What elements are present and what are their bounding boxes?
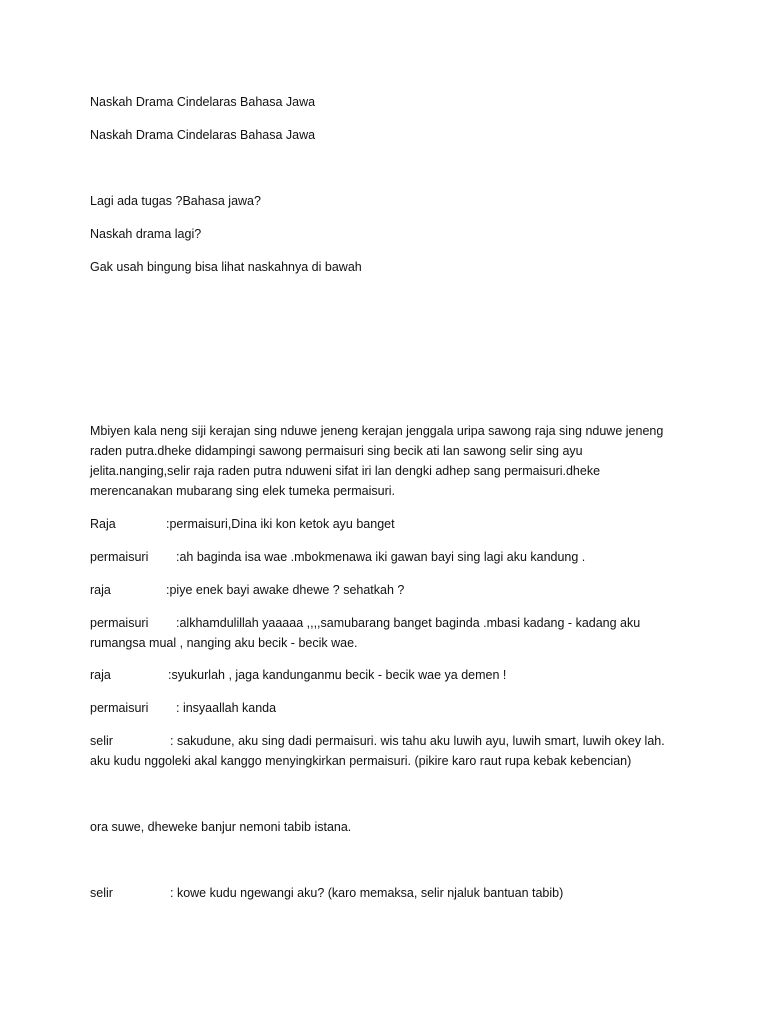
dialogue-line [90, 547, 700, 567]
paragraph-line: raden putra.dheke didampingi sawong permaisuri sing becik ati lan sawong selir sing ayu [90, 444, 583, 458]
speaker-name: raja [90, 583, 111, 597]
dialogue-line [90, 731, 700, 771]
paragraph-line: merencanakan mubarang sing elek tumeka permaisuri. [90, 484, 396, 498]
paragraph-line: Mbiyen kala neng siji kerajan sing nduwe jeneng kerajan jenggala uripa sawong raja sing nduwe jeneng [90, 424, 664, 438]
speech-text: :permaisuri,Dina iki kon ketok ayu banget [166, 517, 395, 531]
document-title: Naskah Drama Cindelaras Bahasa Jawa [90, 95, 316, 109]
dialogue-line [90, 883, 700, 903]
dialogue-line [90, 613, 700, 653]
speech-text: : kowe kudu ngewangi aku? (karo memaksa, selir njaluk bantuan tabib) [170, 886, 564, 900]
story-paragraph [90, 421, 700, 501]
speaker-name: permaisuri [90, 550, 149, 564]
intro-line: Naskah drama lagi? [90, 227, 202, 241]
speech-continuation: aku kudu nggoleki akal kanggo menyingkirkan permaisuri. (pikire karo raut rupa kebak kebencian) [90, 754, 632, 768]
speaker-name: permaisuri [90, 701, 149, 715]
speech-continuation: rumangsa mual , nanging aku becik - becik wae. [90, 636, 358, 650]
speech-text: :ah baginda isa wae .mbokmenawa iki gawan bayi sing lagi aku kandung . [176, 550, 586, 564]
dialogue-line [90, 698, 700, 718]
narration-line: ora suwe, dheweke banjur nemoni tabib istana. [90, 820, 352, 834]
dialogue-line [90, 514, 700, 534]
speech-text: : insyaallah kanda [176, 701, 277, 715]
speaker-name: permaisuri [90, 616, 149, 630]
speaker-name: raja [90, 668, 111, 682]
paragraph-line: jelita.nanging,selir raja raden putra nduweni sifat iri lan dengki adhep sang permaisuri.dheke [90, 464, 601, 478]
document-title-repeat: Naskah Drama Cindelaras Bahasa Jawa [90, 128, 316, 142]
speaker-name: selir [90, 886, 113, 900]
speech-text: : sakudune, aku sing dadi permaisuri. wis tahu aku luwih ayu, luwih smart, luwih okey lah. [170, 734, 665, 748]
intro-line: Gak usah bingung bisa lihat naskahnya di bawah [90, 260, 362, 274]
speech-text: :syukurlah , jaga kandunganmu becik - becik wae ya demen ! [168, 668, 507, 682]
dialogue-line [90, 665, 700, 685]
speaker-name: selir [90, 734, 113, 748]
speaker-name: Raja [90, 517, 116, 531]
intro-line: Lagi ada tugas ?Bahasa jawa? [90, 194, 261, 208]
speech-text: :piye enek bayi awake dhewe ? sehatkah ? [166, 583, 405, 597]
speech-text: :alkhamdulillah yaaaaa ,,,,samubarang banget baginda .mbasi kadang - kadang aku [176, 616, 641, 630]
dialogue-line [90, 580, 700, 600]
